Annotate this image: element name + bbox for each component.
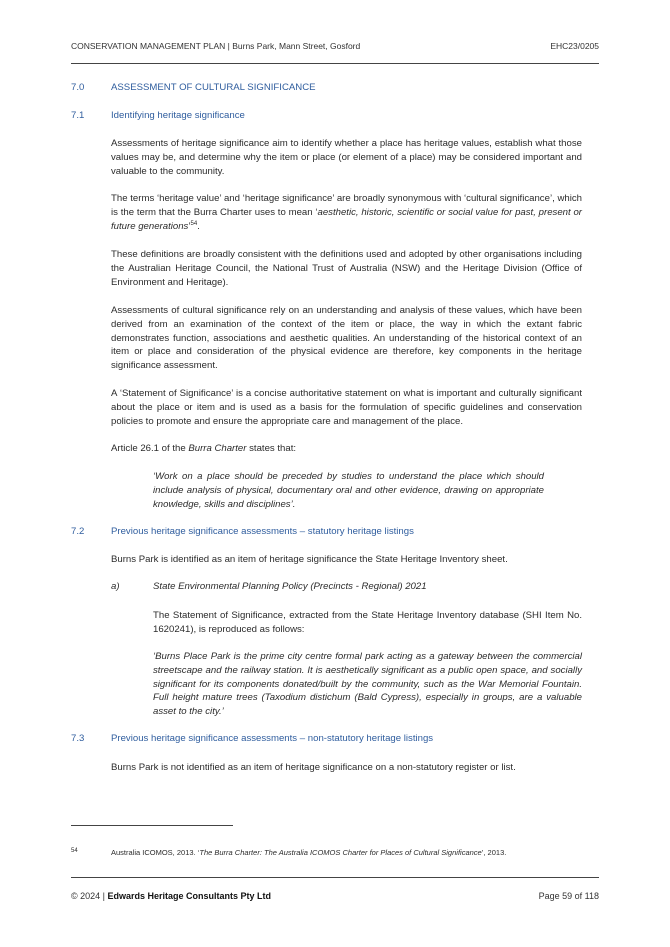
running-header-title: CONSERVATION MANAGEMENT PLAN | Burns Park, Mann Street, Gosford: [71, 41, 361, 51]
footnote-number: 54: [71, 848, 78, 854]
paragraph: Burns Park is not identified as an item of heritage significance on a non-statutory register or list.: [111, 762, 516, 773]
subsection-title: Previous heritage significance assessments – statutory heritage listings: [111, 526, 414, 537]
paragraph: [111, 442, 582, 456]
section-heading: [71, 82, 316, 93]
footnote-text: [111, 848, 506, 857]
paragraph: Assessments of cultural significance rely on an understanding and analysis of these values, which have been derived from an examination of the context of the item or place, the way in which the extant fabric demonstrates function, associations and aesthetic qualities. An understanding of the historical context of an item or place and consideration of the physical evidence are therefore, key components in the heritage significance assessment.: [111, 305, 582, 372]
subsection-heading-7-2: [71, 526, 414, 537]
paragraph: Burns Park is identified as an item of heritage significance the State Heritage Inventory sheet.: [111, 554, 508, 565]
subsection-title: Previous heritage significance assessments – non-statutory heritage listings: [111, 733, 434, 744]
block-quote: ‘Work on a place should be preceded by studies to understand the place which should include analysis of physical, documentary oral and other evidence, drawing on appropriate knowledge, skills and disciplines’.: [153, 471, 544, 510]
subsection-number: 7.2: [71, 526, 85, 537]
paragraph-text: .: [197, 220, 200, 232]
paragraph: Assessments of heritage significance aim to identify whether a place has heritage values, establish what those values may be, and determine why the item or place (or element of a place) may be considered important and valuable to the community.: [111, 138, 582, 177]
paragraph: These definitions are broadly consistent with the definitions used and adopted by other organisations including the Australian Heritage Council, the National Trust of Australia (NSW) and the Heritage Division (Office of Environment and Heritage).: [111, 249, 582, 288]
header-divider: [71, 63, 599, 64]
paragraph-text: states that:: [246, 443, 297, 454]
paragraph-text: Article 26.1 of the: [111, 443, 189, 454]
footer-divider: [71, 877, 599, 878]
subsection-heading-7-1: [71, 110, 245, 121]
list-marker: a): [111, 581, 120, 592]
list-item-title: State Environmental Planning Policy (Precincts - Regional) 2021: [153, 581, 427, 592]
page-number: Page 59 of 118: [538, 891, 599, 901]
subsection-title: Identifying heritage significance: [111, 110, 245, 121]
paragraph-italic-text: Burra Charter: [188, 443, 247, 454]
paragraph: The Statement of Significance, extracted from the State Heritage Inventory database (SHI Item No. 1620241), is reproduced as follows:: [153, 610, 582, 635]
list-item: [111, 581, 427, 592]
footnote-text-part: ’, 2013.: [481, 848, 507, 857]
running-header-ref: EHC23/0205: [550, 41, 599, 51]
paragraph-italic-text: aesthetic, historic, scientific or social value for past, present or future generations: [111, 206, 582, 232]
footnote-italic-text: The Burra Charter: The Australia ICOMOS Charter for Places of Cultural Significance: [199, 848, 482, 857]
footnote-divider: [71, 825, 233, 826]
block-quote: ‘Burns Place Park is the prime city centre formal park acting as a gateway between the commercial streetscape and the railway station. It is aesthetically significant as a public open space, and socially significant for its components donated/built by the community, such as the War Memorial Fountain. Full height mature trees (Taxodium distichum (Bald Cypress), especially in groups, are a valuable asset to the city.’: [153, 651, 582, 718]
paragraph: [111, 192, 582, 233]
subsection-number: 7.3: [71, 733, 85, 744]
paragraph-text: ’: [188, 220, 191, 232]
footer-copyright: [71, 891, 271, 901]
paragraph: A ‘Statement of Significance’ is a concise authoritative statement on what is important and culturally significant about the place or item and is used as a basis for the formulation of specific guidelines and conservation policies to promote and ensure the appropriate care and management of the place.: [111, 388, 582, 427]
section-title: ASSESSMENT OF CULTURAL SIGNIFICANCE: [111, 82, 316, 93]
section-number: 7.0: [71, 82, 85, 93]
paragraph-text: The terms ‘heritage value’ and ‘heritage significance’ are broadly synonymous with ‘cultural significance’, which is the term that the Burra Charter uses to mean ‘: [111, 193, 582, 218]
footnote-reference[interactable]: 54: [190, 220, 198, 227]
subsection-number: 7.1: [71, 110, 85, 121]
company-name: Edwards Heritage Consultants Pty Ltd: [107, 891, 272, 901]
footnote-text-part: Australia ICOMOS, 2013. ‘: [111, 848, 200, 857]
subsection-heading-7-3: [71, 733, 433, 744]
copyright-text: © 2024 |: [71, 891, 108, 901]
